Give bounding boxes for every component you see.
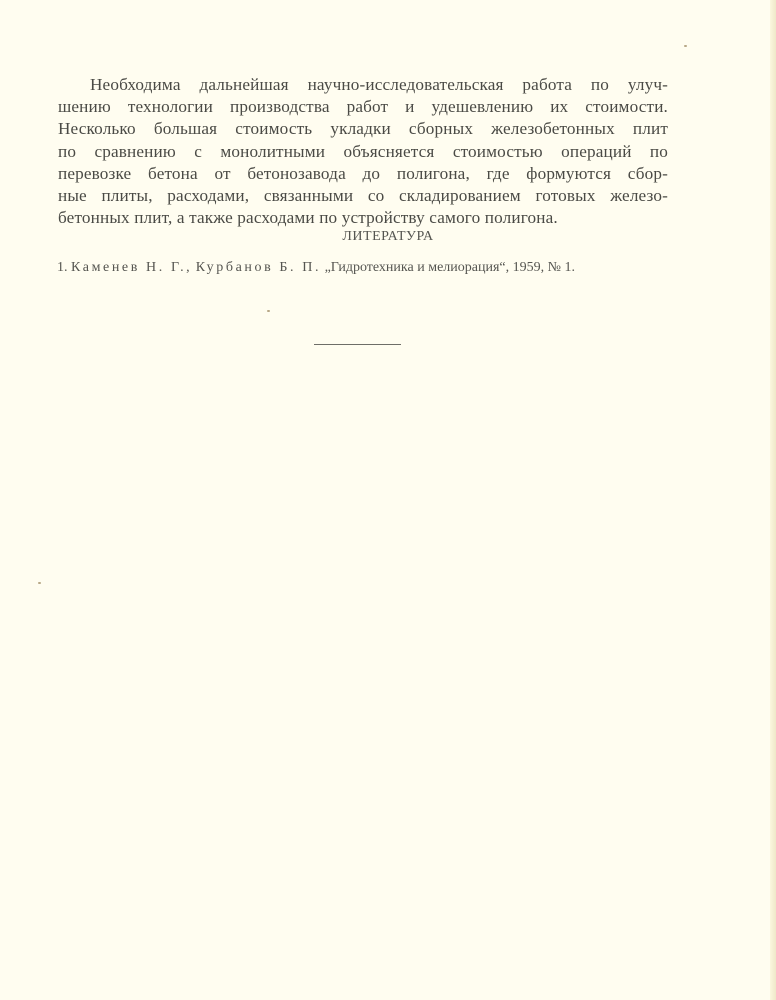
reference-author: Курбанов Б. П. [195, 260, 322, 275]
paragraph-line: шению технологии производства работ и удешевлению их стоимости. [58, 97, 668, 117]
reference-author: Каменев Н. Г., [71, 260, 193, 275]
paragraph-line: Несколько большая стоимость укладки сборных железобетонных плит [58, 119, 668, 139]
paper-speck [38, 582, 41, 584]
reference-year-issue: 1959, № 1. [512, 260, 575, 275]
reference-number: 1. [57, 260, 68, 275]
reference-title: „Гидротехника и мелиорация“, [324, 260, 510, 275]
paper-speck [684, 45, 687, 47]
literature-heading: ЛИТЕРАТУРА [342, 229, 434, 244]
page-edge-shadow [770, 0, 776, 1000]
paragraph-line: Необходима дальнейшая научно-исследовательская работа по улуч- [90, 75, 668, 94]
paragraph-line: бетонных плит, а также расходами по устройству самого полигона. [58, 208, 558, 228]
paper-speck [267, 310, 270, 312]
paragraph-line: перевозке бетона от бетонозавода до полигона, где формуются сбор- [58, 163, 668, 183]
paragraph-line: ные плиты, расходами, связанными со складированием готовых железо- [58, 186, 668, 206]
body-paragraph [58, 74, 668, 229]
paragraph-line: по сравнению с монолитными объясняется стоимостью операций по [58, 141, 668, 161]
reference-item [57, 260, 667, 276]
end-divider-rule [314, 344, 401, 345]
